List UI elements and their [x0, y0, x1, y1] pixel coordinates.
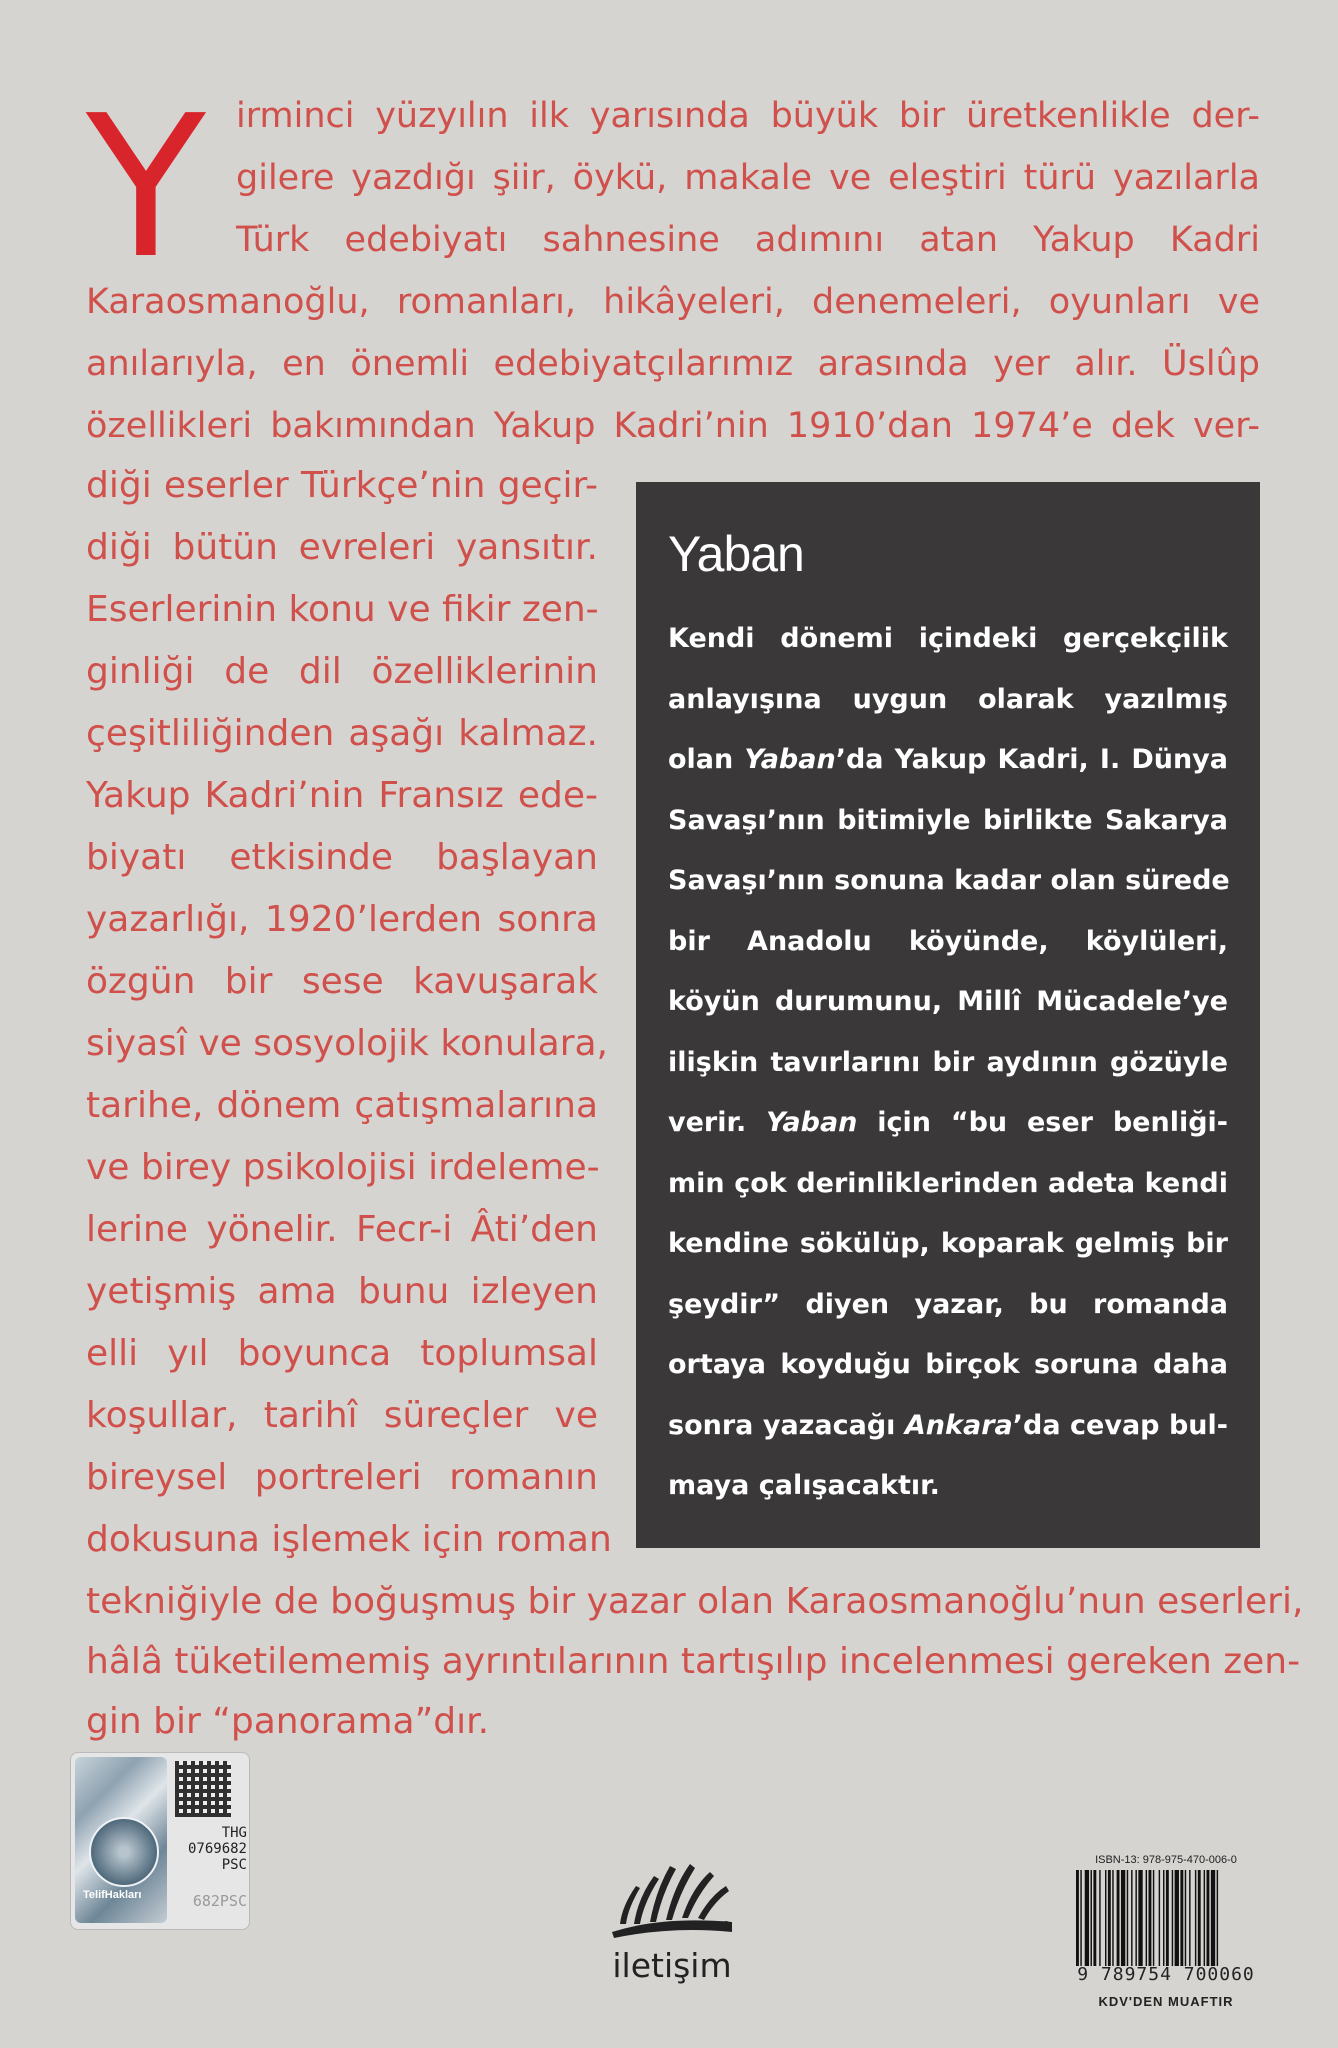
- yaban-text-line: olan Yaban’da Yakup Kadri, I. Dünya: [668, 744, 1228, 775]
- text-line: ve birey psikolojisi irdeleme-: [86, 1147, 600, 1188]
- yaban-text-line: bir Anadolu köyünde, köylüleri,: [668, 925, 1228, 957]
- barcode-bars-icon: [1076, 1870, 1260, 1966]
- barcode-bar: [1112, 1870, 1113, 1966]
- barcode-bar: [1175, 1870, 1179, 1966]
- sticker-code-line: THG: [221, 1825, 247, 1841]
- barcode-bar: [1091, 1870, 1092, 1966]
- barcode-bar: [1149, 1870, 1152, 1966]
- text-line: çeşitliliğinden aşağı kalmaz.: [86, 713, 598, 754]
- publisher-logo: [592, 1846, 752, 1996]
- text-line: siyasî ve sosyolojik konulara,: [86, 1023, 608, 1064]
- text-line: Karaosmanoğlu, romanları, hikâyeleri, denemeleri, oyunları ve: [86, 282, 1260, 322]
- text-line: Eserlerinin konu ve fikir zen-: [86, 589, 599, 630]
- text-line: lerine yönelir. Fecr-i Âti’den: [86, 1209, 598, 1250]
- yaban-text-line: kendine sökülüp, koparak gelmiş bir: [668, 1228, 1228, 1259]
- yaban-text-line: verir. Yaban için “bu eser benliği-: [668, 1107, 1228, 1138]
- qr-code-icon: [175, 1761, 231, 1817]
- yaban-text-line: Kendi dönemi içindeki gerçekçilik: [668, 623, 1228, 654]
- text-line: diği bütün evreleri yansıtır.: [86, 527, 598, 568]
- publisher-name: iletişim: [612, 1946, 732, 1985]
- barcode-bar: [1076, 1870, 1079, 1966]
- barcode-bar: [1080, 1870, 1081, 1966]
- barcode-bar: [1185, 1870, 1186, 1966]
- barcode-bar: [1099, 1870, 1100, 1966]
- barcode-bar: [1195, 1870, 1196, 1966]
- yaban-text-line: min çok derinliklerinden adeta kendi: [668, 1167, 1228, 1199]
- sticker-code-line: PSC: [221, 1857, 247, 1873]
- text-line: yazarlığı, 1920’lerden sonra: [86, 899, 598, 940]
- barcode-bar: [1166, 1870, 1169, 1966]
- copyright-sticker: [70, 1752, 250, 1930]
- barcode-bar: [1204, 1870, 1205, 1966]
- barcode-bar: [1211, 1870, 1215, 1966]
- yaban-text-line: Savaşı’nın bitimiyle birlikte Sakarya: [668, 804, 1228, 836]
- barcode-bar: [1207, 1870, 1210, 1966]
- barcode-bar: [1153, 1870, 1154, 1966]
- barcode-bar: [1131, 1870, 1132, 1966]
- barcode-bar: [1085, 1870, 1089, 1966]
- yaban-text-line: maya çalışacaktır.: [668, 1470, 940, 1501]
- drop-cap: Y: [86, 74, 206, 302]
- text-line: bireysel portreleri romanın: [86, 1457, 598, 1498]
- barcode-bar: [1127, 1870, 1128, 1966]
- yaban-text-line: Savaşı’nın sonuna kadar olan sürede: [668, 865, 1230, 896]
- hologram-seal: [75, 1757, 167, 1923]
- yaban-title: Yaban: [668, 526, 804, 582]
- barcode-bar: [1138, 1870, 1142, 1966]
- barcode-bar: [1198, 1870, 1201, 1966]
- text-line: Yakup Kadri’nin Fransız ede-: [86, 775, 598, 816]
- isbn-barcode: [1062, 1854, 1270, 2012]
- text-line: Türk edebiyatı sahnesine adımını atan Yakup Kadri: [236, 220, 1260, 260]
- barcode-bar: [1108, 1870, 1111, 1966]
- text-line: koşullar, tarihî süreçler ve: [86, 1395, 598, 1436]
- text-line: gilere yazdığı şiir, öykü, makale ve eleştiri türü yazılarla: [236, 158, 1260, 198]
- barcode-digits: 9 789754 700060: [1077, 1964, 1255, 1985]
- hologram-emblem-icon: [89, 1817, 159, 1887]
- text-line: hâlâ tüketilememiş ayrıntılarının tartışılıp incelenmesi gereken zen-: [86, 1641, 1301, 1682]
- text-line: elli yıl boyunca toplumsal: [86, 1333, 598, 1374]
- yaban-summary-box: [636, 482, 1260, 1548]
- barcode-bar: [1217, 1870, 1218, 1966]
- text-line: tekniğiyle de boğuşmuş bir yazar olan Karaosmanoğlu’nun eserleri,: [86, 1581, 1304, 1622]
- text-line: yetişmiş ama bunu izleyen: [86, 1271, 598, 1312]
- barcode-bar: [1159, 1870, 1160, 1966]
- barcode-bar: [1172, 1870, 1173, 1966]
- text-line: dokusuna işlemek için roman: [86, 1519, 612, 1560]
- barcode-bar: [1180, 1870, 1183, 1966]
- text-line: biyatı etkisinde başlayan: [86, 837, 598, 878]
- yaban-text-line: ilişkin tavırlarını bir aydının gözüyle: [668, 1046, 1228, 1078]
- text-line: diği eserler Türkçe’nin geçir-: [86, 465, 598, 506]
- text-line: özgün bir sese kavuşarak: [86, 961, 598, 1002]
- text-line: irminci yüzyılın ilk yarısında büyük bir üretkenlikle der-: [236, 96, 1260, 136]
- yaban-text-line: sonra yazacağı Ankara’da cevap bul-: [668, 1409, 1228, 1441]
- barcode-bar: [1105, 1870, 1106, 1966]
- sticker-code-line: 0769682: [187, 1841, 247, 1857]
- hologram-label: TelifHakları: [83, 1889, 142, 1901]
- text-line: ginliği de dil özelliklerinin: [86, 651, 598, 692]
- barcode-bar: [1146, 1870, 1147, 1966]
- text-line: tarihe, dönem çatışmalarına: [86, 1085, 598, 1126]
- barcode-bar: [1121, 1870, 1125, 1966]
- barcode-bar: [1093, 1870, 1096, 1966]
- text-line: özellikleri bakımından Yakup Kadri’nin 1910’dan 1974’e dek ver-: [86, 406, 1260, 446]
- yaban-text-line: köyün durumunu, Millî Mücadele’ye: [668, 986, 1228, 1017]
- barcode-bar: [1189, 1870, 1190, 1966]
- yaban-text-line: ortaya koyduğu birçok soruna daha: [668, 1349, 1228, 1380]
- yaban-text-line: şeydir” diyen yazar, bu romanda: [668, 1288, 1228, 1320]
- text-line: gin bir “panorama”dır.: [86, 1701, 490, 1742]
- barcode-bar: [1135, 1870, 1136, 1966]
- tax-exempt-note: KDV'DEN MUAFTIR: [1098, 1994, 1234, 2009]
- yaban-text-line: anlayışına uygun olarak yazılmış: [668, 683, 1228, 715]
- barcode-bar: [1163, 1870, 1164, 1966]
- barcode-bar: [1117, 1870, 1120, 1966]
- hedgehog-logo-icon: [592, 1846, 752, 1946]
- isbn-number: ISBN-13: 978-975-470-006-0: [1095, 1854, 1237, 1866]
- sticker-faint-code: 682PSC: [192, 1892, 247, 1910]
- text-line: anılarıyla, en önemli edebiyatçılarımız arasında yer alır. Üslûp: [86, 344, 1260, 384]
